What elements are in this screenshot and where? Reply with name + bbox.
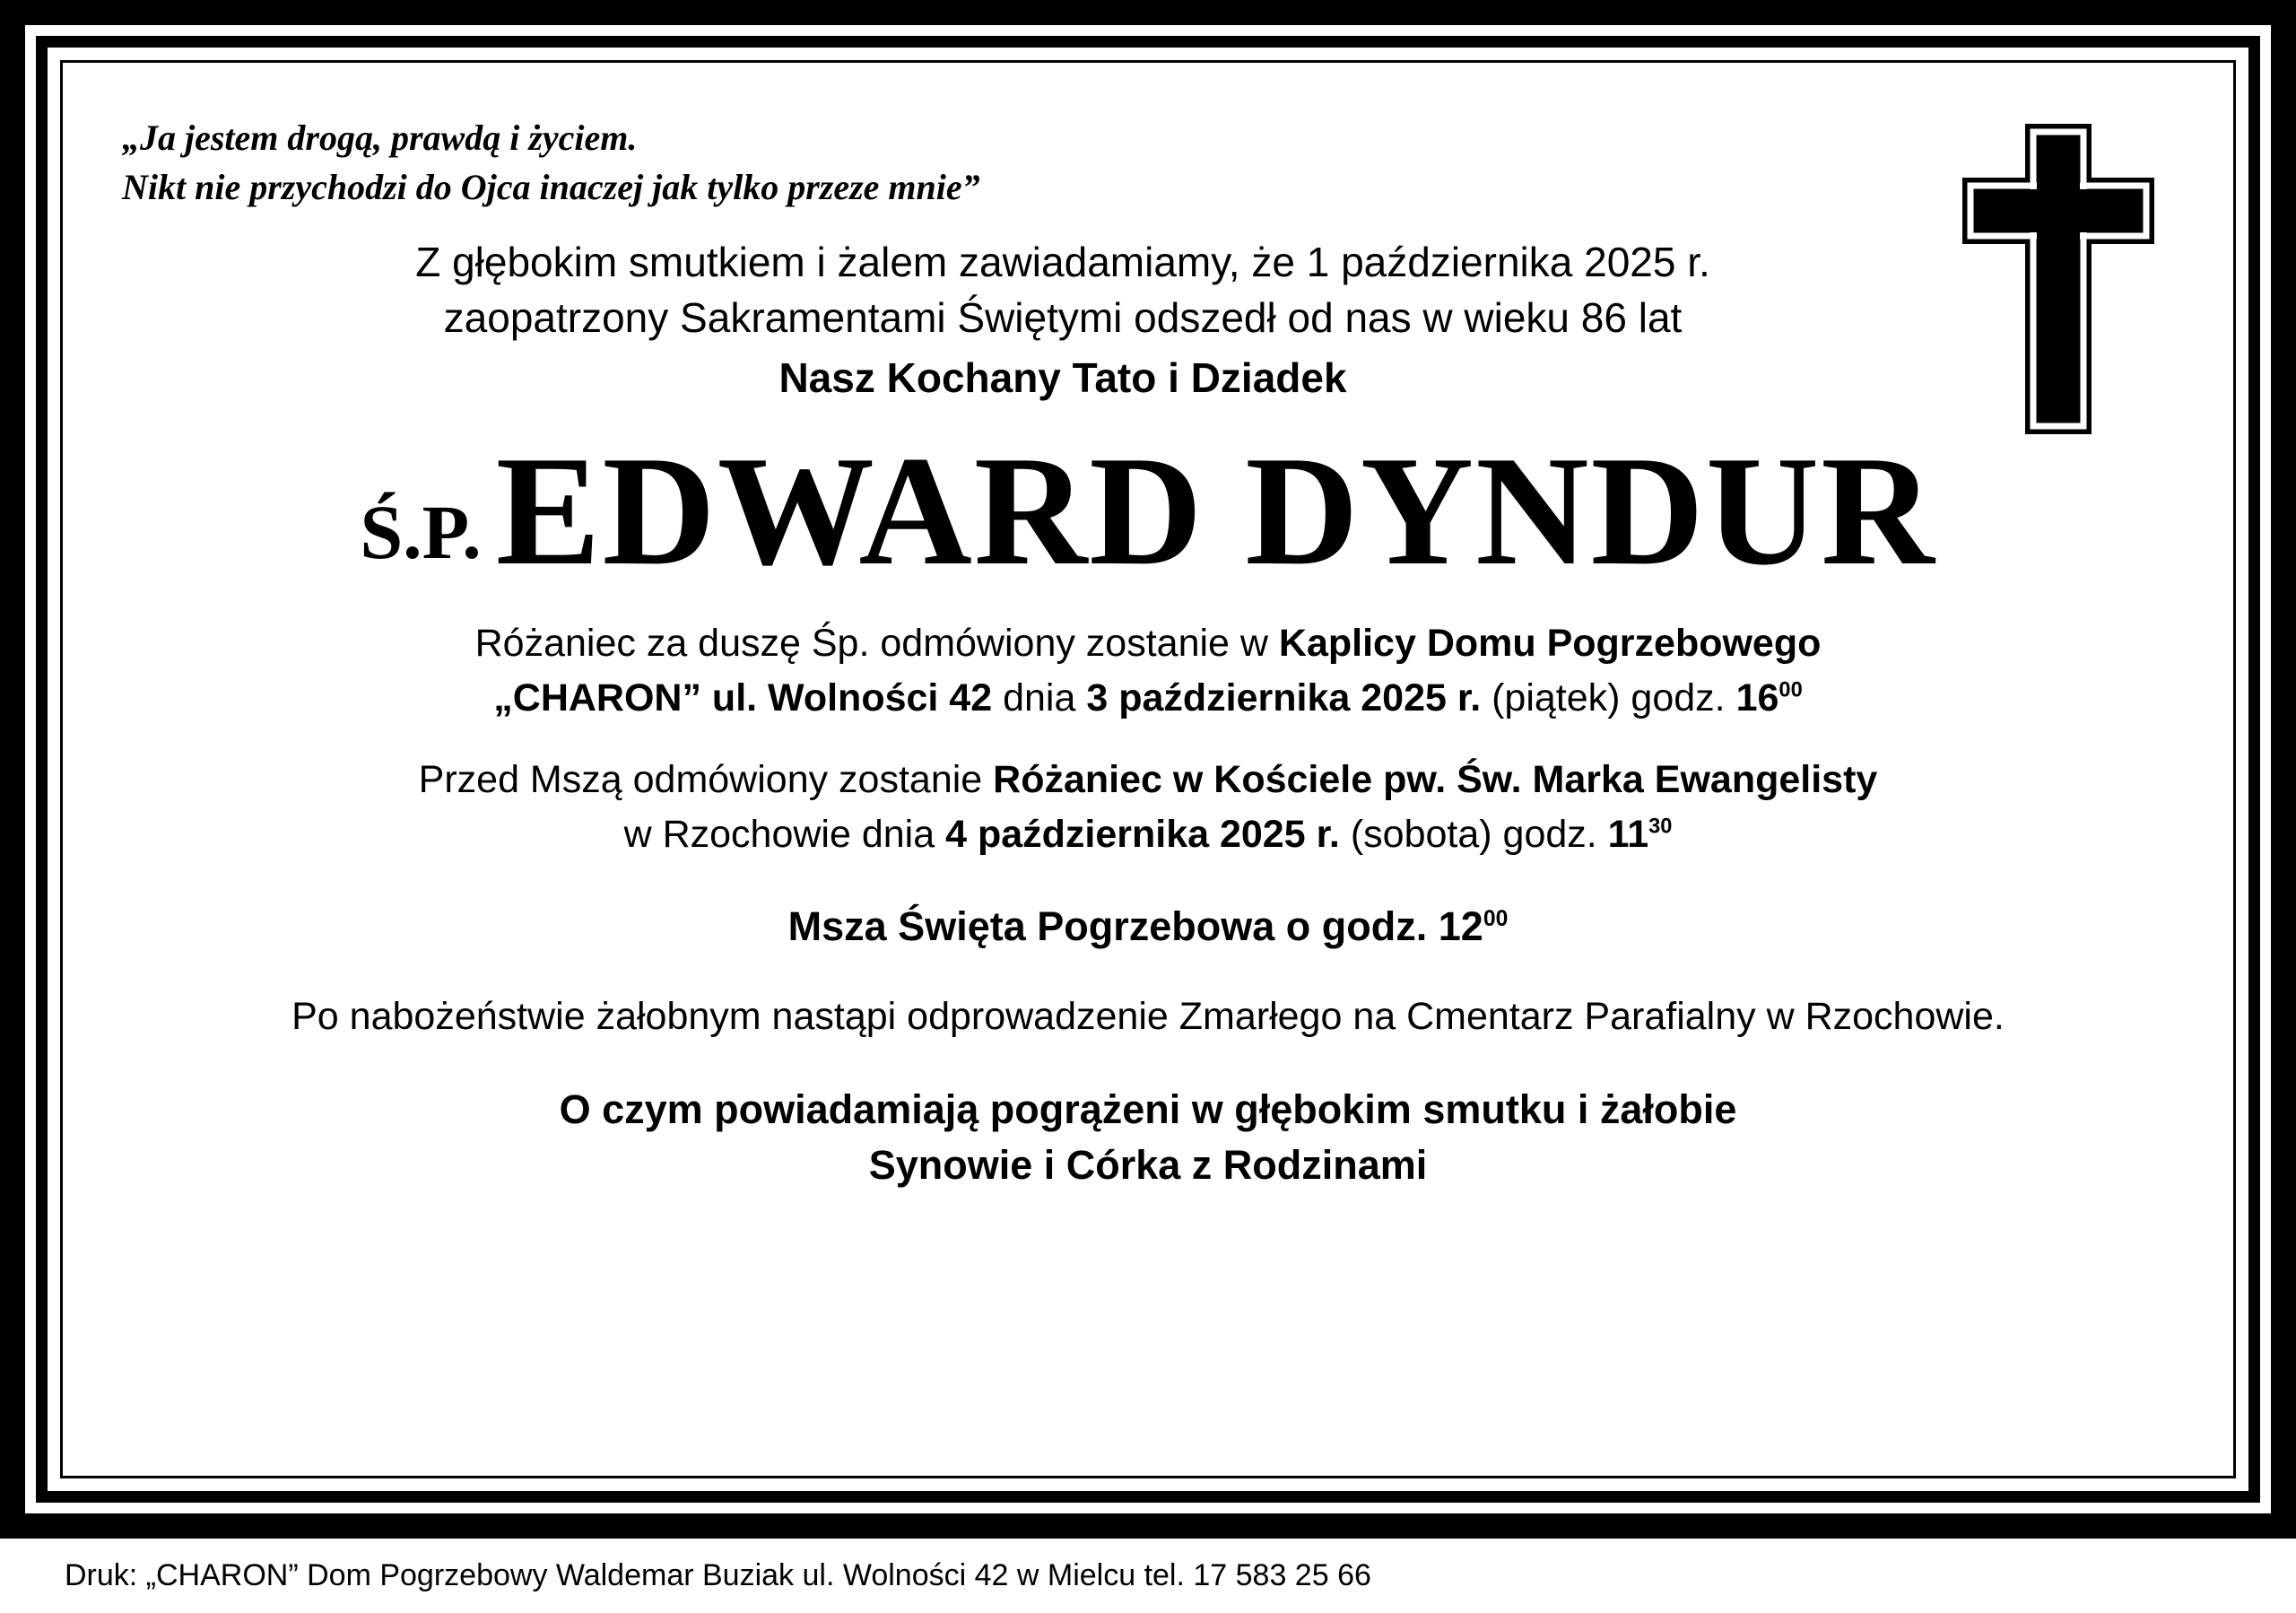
rosary-church-date: 4 października 2025 r. (945, 812, 1340, 856)
obituary-card (45, 45, 2251, 1494)
rosary-chapel-date: 3 października 2025 r. (1086, 676, 1482, 719)
obituary-card-inner (60, 60, 2236, 1478)
funeral-mass-hour: 12 (1438, 902, 1483, 949)
rosary-church-line-1 (115, 753, 2181, 807)
rosary-chapel-day: (piątek) godz. (1481, 676, 1736, 719)
closing-line-2: Synowie i Córka z Rodzinami (868, 1141, 1428, 1188)
relation-label: Nasz Kochany Tato i Dziadek (778, 353, 1347, 401)
funeral-mass-info (115, 898, 2181, 955)
honorific: Ś.P. (360, 488, 482, 575)
rosary-chapel-info (115, 616, 2181, 726)
scripture-quote (122, 113, 1467, 212)
rosary-church-text-1: Przed Mszą odmówiony zostanie (418, 757, 994, 801)
rosary-chapel-address: „CHARON” ul. Wolności 42 (493, 676, 993, 719)
deceased-name: EDWARD DYNDUR (495, 423, 1936, 597)
rosary-chapel-hour: 16 (1735, 676, 1779, 719)
rosary-chapel-line-1 (115, 616, 2181, 671)
rosary-church-line-2 (115, 807, 2181, 862)
rosary-church-info (115, 753, 2181, 862)
announcement (115, 235, 2181, 345)
rosary-church-hour: 11 (1607, 812, 1649, 856)
rosary-chapel-minutes: 00 (1779, 678, 1803, 702)
rosary-chapel-place: Kaplicy Domu Pogrzebowego (1278, 621, 1822, 665)
obituary-content (115, 113, 2181, 1465)
announcement-line-1: Z głębokim smutkiem i żalem zawiadamiamy, że 1 października 2025 r. (415, 239, 1710, 286)
rosary-church-day: (sobota) godz. (1339, 812, 1608, 856)
cross-icon (1961, 122, 2156, 436)
deceased-name-row (115, 423, 2181, 597)
quote-line-1: „Ja jestem drogą, prawdą i życiem. (122, 118, 638, 158)
closing-block (115, 1082, 2181, 1193)
rosary-chapel-text-2: dnia (992, 676, 1087, 719)
printer-footer (0, 1539, 2296, 1613)
rosary-church-place: Różaniec w Kościele pw. Św. Marka Ewangelisty (993, 757, 1878, 801)
printer-footer-text: Druk: „CHARON” Dom Pogrzebowy Waldemar Buziak ul. Wolności 42 w Mielcu tel. 17 583 25 66 (65, 1558, 1371, 1592)
rosary-church-text-2: w Rzochowie dnia (623, 812, 946, 856)
quote-line-2: Nikt nie przychodzi do Ojca inaczej jak tylko przeze mnie” (122, 167, 980, 208)
rosary-church-minutes: 30 (1648, 815, 1673, 839)
border-white-band (25, 25, 2271, 1513)
closing-line-1: O czym powiadamiają pogrążeni w głębokim smutku i żałobie (559, 1086, 1737, 1132)
funeral-mass-minutes: 00 (1483, 906, 1509, 931)
funeral-mass-text: Msza Święta Pogrzebowa o godz. (787, 902, 1439, 949)
procession-info: Po nabożeństwie żałobnym nastąpi odprowadzenie Zmarłego na Cmentarz Parafialny w Rzochowie. (291, 994, 2005, 1038)
rosary-chapel-text-1: Różaniec za duszę Śp. odmówiony zostanie w (474, 621, 1279, 665)
border-black-band (36, 36, 2260, 1503)
announcement-line-2: zaopatrzony Sakramentami Świętymi odszedł od nas w wieku 86 lat (443, 294, 1683, 341)
rosary-chapel-line-2 (115, 671, 2181, 726)
